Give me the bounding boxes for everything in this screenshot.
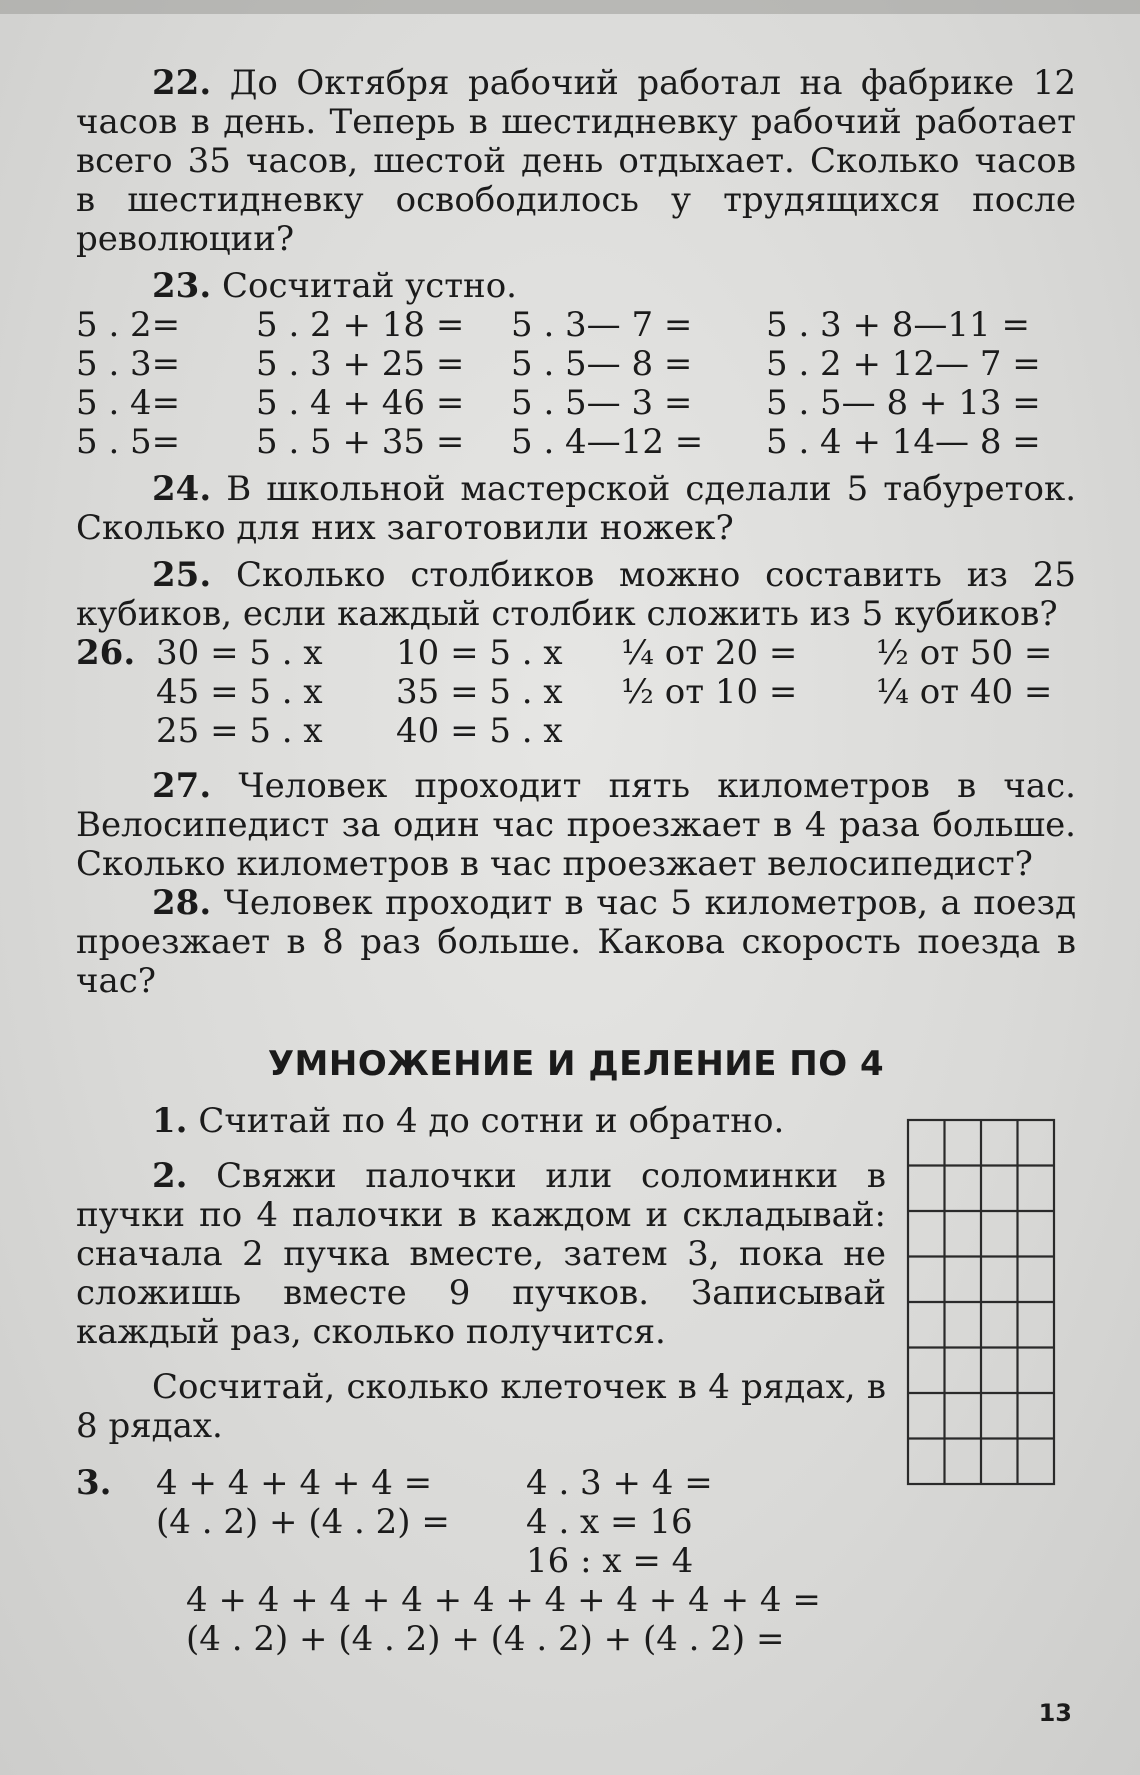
expression: ¼ от 20 = xyxy=(621,633,798,673)
expression: 5 . 4 + 46 = xyxy=(256,383,465,423)
expression: 5 . 5= xyxy=(76,422,181,462)
expression: 25 = 5 . x xyxy=(156,711,323,751)
expression: 10 = 5 . x xyxy=(396,633,563,673)
task-1 xyxy=(76,1102,886,1141)
problem-number: 22. xyxy=(152,63,212,103)
expression: 5 . 5— 3 = xyxy=(511,383,693,423)
expression: 5 . 2 + 12— 7 = xyxy=(766,344,1041,384)
expression: 5 . 4= xyxy=(76,383,181,423)
task-number: 1. xyxy=(152,1101,188,1141)
problem-text: Сосчитай устно. xyxy=(221,266,517,306)
expression: ¼ от 40 = xyxy=(876,672,1053,712)
problem-number: 23. xyxy=(152,266,212,306)
expression: 5 . 2 + 18 = xyxy=(256,305,465,345)
page-number: 13 xyxy=(1038,1699,1072,1727)
problem-number: 27. xyxy=(152,766,212,806)
expression: 5 . 4 + 14— 8 = xyxy=(766,422,1041,462)
task-number: 2. xyxy=(152,1156,188,1196)
section-body xyxy=(76,1102,886,1446)
expression: 30 = 5 . x xyxy=(156,633,323,673)
expression: 5 . 3— 7 = xyxy=(511,305,693,345)
expression: 5 . 3= xyxy=(76,344,181,384)
problem-27 xyxy=(76,767,1076,884)
problem-23 xyxy=(76,267,1076,306)
expression: (4 . 2) + (4 . 2) = xyxy=(156,1502,450,1542)
problem-text: Сколько столбиков можно составить из 25 кубиков, если каждый столбик сложить из 5 кубиков? xyxy=(76,555,1076,634)
expression: 5 . 4—12 = xyxy=(511,422,704,462)
problem-number: 26. xyxy=(76,633,136,673)
expression: 5 . 5 + 35 = xyxy=(256,422,465,462)
expression: 40 = 5 . x xyxy=(396,711,563,751)
problem-28 xyxy=(76,884,1076,1001)
expression: ½ от 50 = xyxy=(876,633,1053,673)
expression: 4 + 4 + 4 + 4 = xyxy=(156,1463,433,1503)
expression: 4 + 4 + 4 + 4 + 4 + 4 + 4 + 4 + 4 = xyxy=(186,1580,821,1620)
expression: 35 = 5 . x xyxy=(396,672,563,712)
expression: 5 . 5— 8 + 13 = xyxy=(766,383,1041,423)
cell-grid-figure xyxy=(906,1118,1058,1488)
page-top-edge xyxy=(0,0,1140,14)
exercise-23-grid xyxy=(76,306,1076,462)
expression: 5 . 2= xyxy=(76,305,181,345)
problem-text: Человек проходит пять километров в час. Велосипедист за один час проезжает в 4 раза больше. Сколько километров в час проезжает велосипедист? xyxy=(76,766,1076,884)
expression: ½ от 10 = xyxy=(621,672,798,712)
task-2 xyxy=(76,1157,886,1352)
section-heading: УМНОЖЕНИЕ И ДЕЛЕНИЕ ПО 4 xyxy=(267,1044,885,1084)
problem-22 xyxy=(76,64,1076,259)
task-text: Свяжи палочки или соломинки в пучки по 4 палочки в каждом и складывай: сначала 2 пучка вместе, затем 3, пока не сложишь вместе 9 пучков. Записывай каждый раз, сколько получится. xyxy=(76,1156,886,1352)
expression: 5 . 3 + 25 = xyxy=(256,344,465,384)
expression: 4 . 3 + 4 = xyxy=(526,1463,713,1503)
problem-25 xyxy=(76,556,1076,634)
problem-number: 28. xyxy=(152,883,212,923)
exercise-26-grid xyxy=(76,634,1076,751)
task-text: Считай по 4 до сотни и обратно. xyxy=(198,1101,785,1141)
problem-text: До Октября рабочий работал на фабрике 12 часов в день. Теперь в шестидневку рабочий работает всего 35 часов, шестой день отдыхает. Сколько часов в шестидневку освободилось у трудящихся после революции? xyxy=(76,63,1077,259)
expression: 4 . x = 16 xyxy=(526,1502,693,1542)
expression: (4 . 2) + (4 . 2) + (4 . 2) + (4 . 2) = xyxy=(186,1619,785,1659)
expression: 5 . 3 + 8—11 = xyxy=(766,305,1030,345)
problem-number: 24. xyxy=(152,469,212,509)
task-2-counting: Сосчитай, сколько клеточек в 4 рядах, в 8 рядах. xyxy=(76,1367,886,1446)
problem-text: Человек проходит в час 5 километров, а поезд проезжает в 8 раз больше. Какова скорость поезда в час? xyxy=(76,883,1077,1001)
problem-text: В школьной мастерской сделали 5 табуреток. Сколько для них заготовили ножек? xyxy=(76,469,1076,548)
expression: 5 . 5— 8 = xyxy=(511,344,693,384)
expression: 45 = 5 . x xyxy=(156,672,323,712)
problem-24 xyxy=(76,470,1076,548)
expression: 16 : x = 4 xyxy=(526,1541,694,1581)
problem-number: 25. xyxy=(152,555,212,595)
task-number: 3. xyxy=(76,1463,112,1503)
